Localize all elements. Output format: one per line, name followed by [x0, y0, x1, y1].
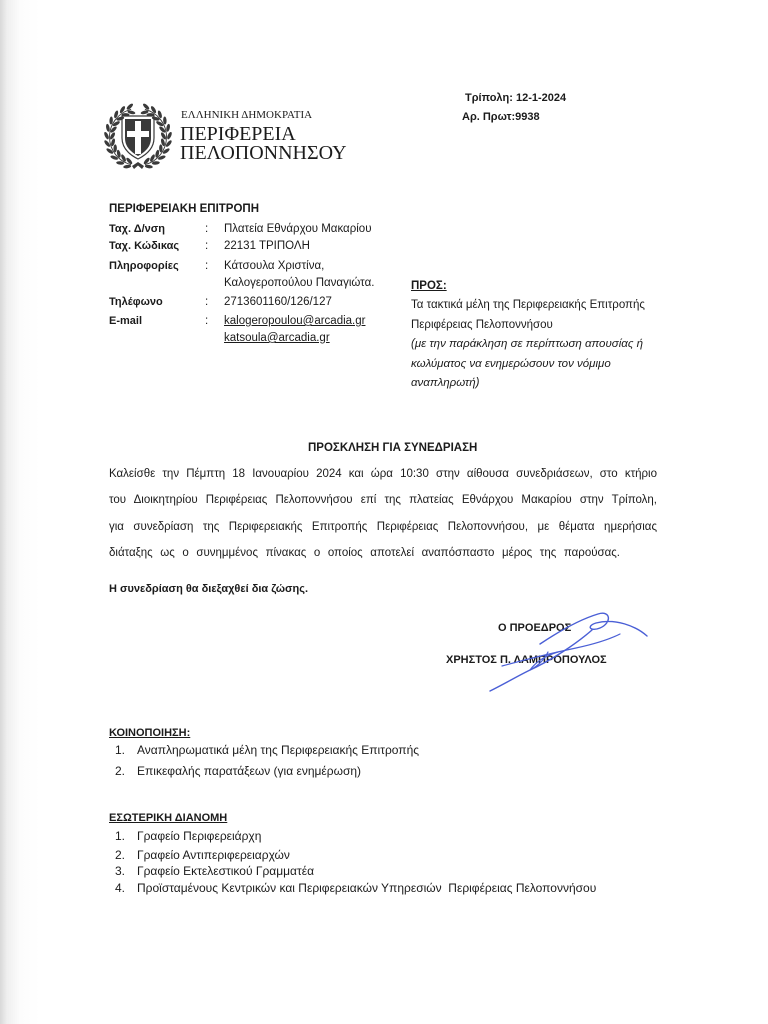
notification-item: Επικεφαλής παρατάξεων (για ενημέρωση): [137, 764, 362, 778]
internal-distribution-heading: ΕΣΩΤΕΡΙΚΗ ΔΙΑΝΟΜΗ: [109, 812, 228, 824]
signatory-name: ΧΡΗΣΤΟΣ Π. ΛΑΜΠΡΟΠΟΥΛΟΣ: [446, 654, 607, 666]
distribution-item: Γραφείο Περιφερειάρχη: [137, 829, 262, 843]
signature-stroke: [490, 630, 592, 691]
recipient-line: Τα τακτικά μέλη της Περιφερειακής Επιτροπής: [411, 299, 645, 311]
laurel-leaf: [116, 116, 125, 121]
notification-item-number: 1.: [115, 743, 126, 757]
email-label: E-mail: [109, 315, 143, 327]
recipient-note-line: κωλύματος να ενημερώσουν τον νόμιμο: [411, 358, 611, 370]
email-link-katsoula[interactable]: katsoula@arcadia.gr: [224, 332, 330, 344]
laurel-leaf: [113, 110, 119, 119]
info-separator: :: [205, 260, 209, 272]
recipient-note-line: αναπληρωτή): [411, 377, 480, 389]
sender-title: ΠΕΡΙΦΕΡΕΙΑΚΗ ΕΠΙΤΡΟΠΗ: [109, 203, 260, 215]
postal-code-value: 22131 ΤΡΙΠΟΛΗ: [224, 240, 310, 252]
address-value: Πλατεία Εθνάρχου Μακαρίου: [224, 223, 372, 235]
distribution-item: Γραφείο Αντιπεριφερειαρχών: [137, 848, 290, 862]
laurel-leaf: [103, 131, 110, 140]
laurel-leaf: [113, 144, 117, 152]
info-value-line1: Κάτσουλα Χριστίνα,: [224, 260, 325, 272]
place-date: Τρίπολη: 12-1-2024: [465, 92, 567, 104]
laurel-leaf: [157, 155, 166, 161]
signature-stroke: [540, 613, 647, 644]
distribution-item-number: 2.: [115, 848, 126, 862]
republic-title: ΕΛΛΗΝΙΚΗ ΔΗΜΟΚΡΑΤΙΑ: [181, 109, 313, 121]
invitation-paragraph-line: Καλείσθε την Πέμπτη 18 Ιανουαρίου 2024 και ώρα 10:30 στην αίθουσα συνεδριάσεων, στο κτήριο: [109, 468, 657, 480]
laurel-leaf: [151, 116, 160, 121]
ribbon: [132, 162, 144, 169]
laurel-leaf: [159, 144, 163, 152]
postal-code-label: Ταχ. Κώδικας: [109, 240, 180, 252]
info-label: Πληροφορίες: [109, 260, 179, 272]
meeting-mode: Η συνεδρίαση θα διεξαχθεί δια ζώσης.: [109, 583, 309, 595]
cross-horizontal: [127, 131, 149, 137]
laurel-leaf: [105, 124, 110, 133]
laurel-leaf: [166, 131, 173, 140]
invitation-title: ΠΡΟΣΚΛΗΣΗ ΓΙΑ ΣΥΝΕΔΡΙΑΣΗ: [308, 442, 478, 454]
invitation-paragraph-line: διάταξης ως ο συνημμένος πίνακας ο οποίος αποτελεί αναπόσπαστο μέρος της παρούσας.: [109, 547, 620, 559]
laurel-leaf: [110, 155, 119, 161]
recipient-line: Περιφέρειας Πελοποννήσου: [411, 319, 553, 331]
address-label: Ταχ. Δ/νση: [109, 223, 166, 235]
distribution-item-number: 1.: [115, 829, 126, 843]
laurel-leaf: [120, 154, 127, 163]
distribution-item: Προϊσταμένους Κεντρικών και Περιφερειακών Υπηρεσιών Περιφέρειας Πελοποννήσου: [137, 881, 597, 895]
postal-code-separator: :: [205, 240, 209, 252]
distribution-item: Γραφείο Εκτελεστικού Γραμματέα: [137, 864, 315, 878]
region-title-line1: ΠΕΡΙΦΕΡΕΙΑ: [180, 123, 296, 145]
signature-stroke: [502, 634, 620, 666]
signatory-role: Ο ΠΡΟΕΔΡΟΣ: [498, 622, 572, 634]
info-value-line2: Καλογεροπούλου Παναγιώτα.: [224, 277, 375, 289]
greek-coat-of-arms-icon: [103, 102, 173, 172]
phone-value: 2713601160/126/127: [224, 296, 332, 308]
email-link-kalogeropoulou[interactable]: kalogeropoulou@arcadia.gr: [224, 315, 366, 327]
laurel-leaf: [145, 164, 153, 168]
phone-label: Τηλέφωνο: [109, 296, 163, 308]
region-title-line2: ΠΕΛΟΠΟΝΝΗΣΟΥ: [180, 142, 347, 164]
laurel-leaf: [166, 124, 171, 133]
phone-separator: :: [205, 296, 209, 308]
laurel-leaf: [123, 164, 131, 168]
notification-item-number: 2.: [115, 764, 126, 778]
address-separator: :: [205, 223, 209, 235]
distribution-item-number: 4.: [115, 881, 126, 895]
laurel-leaf: [149, 154, 156, 163]
laurel-leaf: [157, 110, 163, 119]
distribution-item-number: 3.: [115, 864, 126, 878]
invitation-paragraph-line: του Διοικητηρίου Περιφέρειας Πελοποννήσου επί της πλατείας Εθνάρχου Μακαρίου στην Τρίπολη,: [109, 494, 657, 506]
notification-item: Αναπληρωματικά μέλη της Περιφερειακής Επιτροπής: [137, 743, 420, 757]
email-separator: :: [205, 315, 209, 327]
cross-vertical: [135, 121, 141, 154]
notification-heading: ΚΟΙΝΟΠΟΙΗΣΗ:: [109, 727, 191, 739]
invitation-paragraph-line: για συνεδρίαση της Περιφερειακής Επιτροπής Περιφέρειας Πελοποννήσου, με θέματα ημερήσιας: [109, 521, 657, 533]
protocol-number: Αρ. Πρωτ:9938: [462, 111, 540, 123]
recipient-heading: ΠΡΟΣ:: [411, 280, 447, 292]
recipient-note-line: (με την παράκληση σε περίπτωση απουσίας ή: [411, 338, 643, 350]
handwritten-signature: [440, 590, 660, 700]
